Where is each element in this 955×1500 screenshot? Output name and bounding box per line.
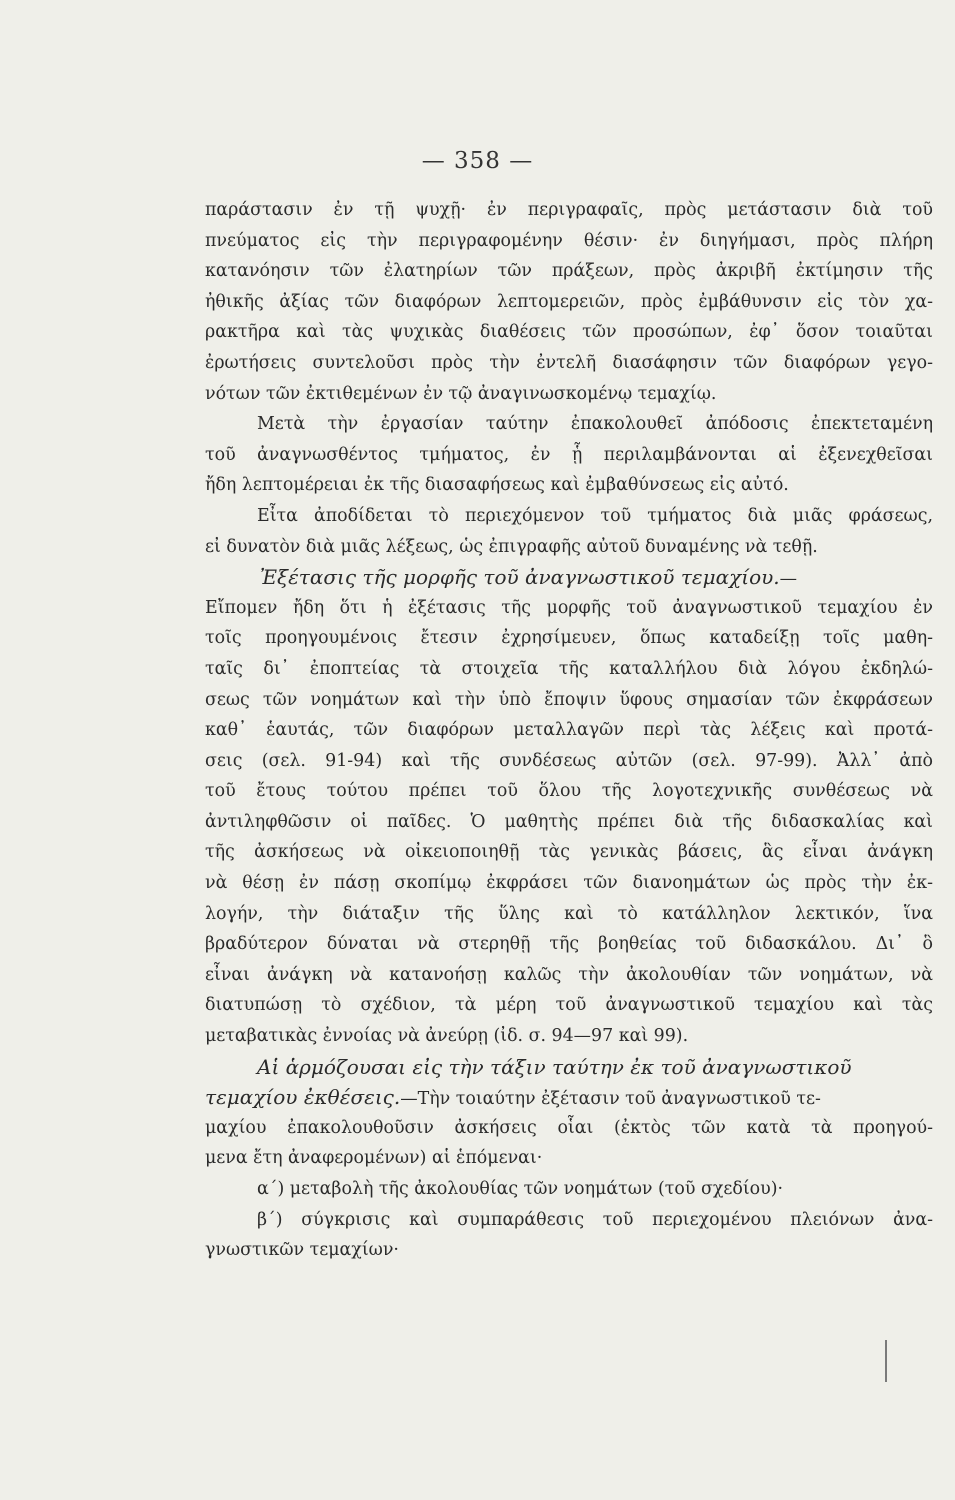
text-line: σεως τῶν νοημάτων καὶ τὴν ὑπὸ ἔποψιν ὕφους σημασίαν τῶν ἐκφράσεων xyxy=(205,689,933,710)
text-line: ἐρωτήσεις συντελοῦσι πρὸς τὴν ἐντελῆ διασάφησιν τῶν διαφόρων γεγο- xyxy=(205,352,933,373)
section-heading-continued xyxy=(205,1082,933,1113)
section-heading xyxy=(205,562,933,593)
text-line: τοῦ ἀναγνωσθέντος τμήματος, ἐν ᾗ περιλαμβάνονται αἱ ἐξενεχθεῖσαι xyxy=(205,444,933,465)
section-heading-title: Αἱ ἁρμόζουσαι εἰς τὴν τάξιν ταύτην ἐκ τοῦ ἀναγνωστικοῦ xyxy=(257,1054,852,1079)
text-line: Μετὰ τὴν ἐργασίαν ταύτην ἐπακολουθεῖ ἀπόδοσις ἐπεκτεταμένη xyxy=(257,414,933,435)
section-heading-dash: — xyxy=(779,569,798,590)
text-line: τοῖς προηγουμένοις ἔτεσιν ἐχρησίμευεν, ὅπως καταδείξῃ τοῖς μαθη- xyxy=(205,628,933,649)
text-line: τοῦ ἔτους τούτου πρέπει τοῦ ὅλου τῆς λογοτεχνικῆς συνθέσεως νὰ xyxy=(205,781,933,802)
section-heading-title-end: τεμαχίου ἐκθέσεις. xyxy=(205,1085,401,1110)
text-line: κατανόησιν τῶν ἐλατηρίων τῶν πράξεων, πρὸς ἀκριβῆ ἐκτίμησιν τῆς xyxy=(205,261,933,282)
section-heading-title: Ἐξέτασις τῆς μορφῆς τοῦ ἀναγνωστικοῦ τεμαχίου. xyxy=(260,565,780,590)
text-line: Εἶτα ἀποδίδεται τὸ περιεχόμενον τοῦ τμήματος διὰ μιᾶς φράσεως, xyxy=(257,505,933,526)
list-item: α΄) μεταβολὴ τῆς ἀκολουθίας τῶν νοημάτων (τοῦ σχεδίου)· xyxy=(257,1179,784,1199)
text-line: ρακτῆρα καὶ τὰς ψυχικὰς διαθέσεις τῶν προσώπων, ἐφ᾿ ὅσον τοιαῦται xyxy=(205,322,933,343)
text-line: ἀντιληφθῶσιν οἱ παῖδες. Ὁ μαθητὴς πρέπει διὰ τῆς διδασκαλίας καὶ xyxy=(205,811,933,832)
text-line: εἰ δυνατὸν διὰ μιᾶς λέξεως, ὡς ἐπιγραφῆς αὐτοῦ δυναμένης νὰ τεθῇ. xyxy=(205,536,818,557)
text-line: πνεύματος εἰς τὴν περιγραφομένην θέσιν· ἐν διηγήμασι, πρὸς πλήρη xyxy=(205,230,933,251)
text-line: εἶναι ἀνάγκη νὰ κατανοήσῃ καλῶς τὴν ἀκολουθίαν τῶν νοημάτων, νὰ xyxy=(205,964,933,985)
text-line: νότων τῶν ἐκτιθεμένων ἐν τῷ ἀναγινωσκομένῳ τεμαχίῳ. xyxy=(205,383,717,404)
paper-speck xyxy=(885,1340,887,1382)
text-line: μαχίου ἐπακολουθοῦσιν ἀσκήσεις οἷαι (ἐκτὸς τῶν κατὰ τὰ προηγού- xyxy=(205,1117,933,1138)
text-line: τῆς ἀσκήσεως νὰ οἰκειοποιηθῇ τὰς γενικὰς βάσεις, ἃς εἶναι ἀνάγκη xyxy=(205,842,933,863)
text-line: καθ᾿ ἑαυτάς, τῶν διαφόρων μεταλλαγῶν περὶ τὰς λέξεις καὶ προτά- xyxy=(205,720,933,741)
text-line: —Τὴν τοιαύτην ἐξέτασιν τοῦ ἀναγνωστικοῦ τε- xyxy=(400,1089,821,1110)
text-line: παράστασιν ἐν τῇ ψυχῇ· ἐν περιγραφαῖς, πρὸς μετάστασιν διὰ τοῦ xyxy=(205,200,933,220)
text-line: ταῖς δι᾿ ἐποπτείας τὰ στοιχεῖα τῆς καταλλήλου διὰ λόγου ἐκδηλώ- xyxy=(205,658,933,679)
text-line: μεταβατικὰς ἐννοίας νὰ ἀνεύρῃ (ἰδ. σ. 94—97 καὶ 99). xyxy=(205,1026,689,1047)
text-line: Εἴπομεν ἤδη ὅτι ἡ ἐξέτασις τῆς μορφῆς τοῦ ἀναγνωστικοῦ τεμαχίου ἐν xyxy=(205,597,933,618)
body-text xyxy=(205,195,933,1266)
list-item-continued: γνωστικῶν τεμαχίων· xyxy=(205,1240,399,1261)
text-line: μενα ἔτη ἀναφερομένων) αἱ ἑπόμεναι· xyxy=(205,1148,543,1169)
text-line: βραδύτερον δύναται νὰ στερηθῇ τῆς βοηθείας τοῦ διδασκάλου. Δι᾿ ὃ xyxy=(205,934,933,955)
text-line: λογήν, τὴν διάταξιν τῆς ὕλης καὶ τὸ κατάλληλον λεκτικόν, ἵνα xyxy=(205,903,933,924)
list-item: β΄) σύγκρισις καὶ συμπαράθεσις τοῦ περιεχομένου πλειόνων ἀνα- xyxy=(257,1209,933,1230)
text-line: νὰ θέσῃ ἐν πάσῃ σκοπίμῳ ἐκφράσει τῶν διανοημάτων ὡς πρὸς τὴν ἐκ- xyxy=(205,873,933,894)
page-number: — 358 — xyxy=(421,148,534,174)
text-line: διατυπώσῃ τὸ σχέδιον, τὰ μέρη τοῦ ἀναγνωστικοῦ τεμαχίου καὶ τὰς xyxy=(205,995,933,1016)
text-line: ἤδη λεπτομέρειαι ἐκ τῆς διασαφήσεως καὶ ἐμβαθύνσεως εἰς αὐτό. xyxy=(205,475,789,496)
section-heading xyxy=(205,1052,933,1083)
text-line: σεις (σελ. 91-94) καὶ τῆς συνδέσεως αὐτῶν (σελ. 97-99). Ἀλλ᾿ ἀπὸ xyxy=(205,750,933,771)
text-line: ἠθικῆς ἀξίας τῶν διαφόρων λεπτομερειῶν, πρὸς ἐμβάθυνσιν εἰς τὸν χα- xyxy=(205,291,933,312)
